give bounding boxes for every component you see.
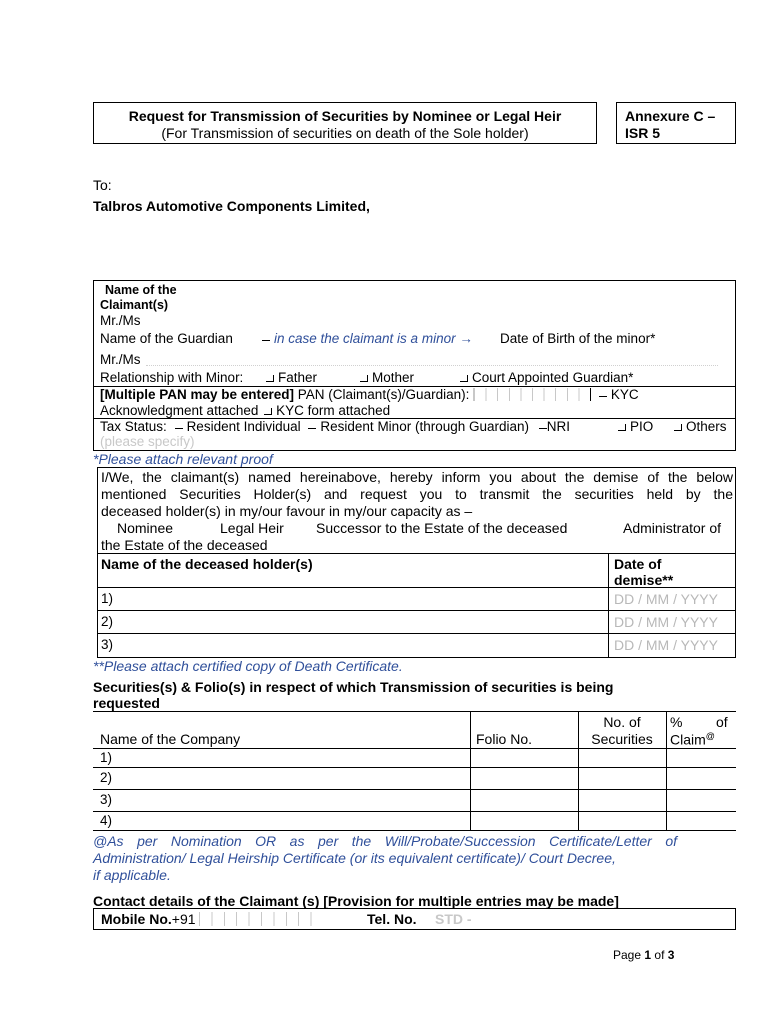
tax-pio-label: PIO — [630, 419, 654, 434]
guardian-mr-ms[interactable]: Mr./Ms — [100, 352, 141, 367]
tax-resident-label: Resident Individual — [186, 419, 301, 434]
tax-row — [100, 419, 570, 434]
opt-legal-heir[interactable]: Legal Heir — [220, 520, 284, 536]
col-pct-1: % — [670, 714, 683, 730]
dob-label[interactable]: Date of Birth of the minor* — [500, 331, 656, 346]
contact-heading: Contact details of the Claimant (s) [Provision for multiple entries may be made] — [93, 893, 619, 909]
relationship-label: Relationship with Minor: — [100, 370, 244, 385]
sec-row-1[interactable]: 1) — [100, 750, 113, 765]
claimant-mr-ms[interactable]: Mr./Ms — [100, 313, 141, 328]
rel-court-option[interactable] — [458, 370, 633, 385]
pan-input[interactable] — [473, 388, 591, 401]
page-word: Page — [613, 948, 642, 962]
company-name: Talbros Automotive Components Limited, — [93, 198, 370, 214]
sec-row1-top — [93, 748, 736, 749]
col-company: Name of the Company — [100, 731, 241, 747]
sec-col-folio — [470, 711, 471, 831]
form-title: Request for Transmission of Securities by Nominee or Legal Heir — [128, 108, 562, 124]
tax-nri-label: NRI — [546, 419, 571, 434]
tax-specify-placeholder[interactable]: (please specify) — [100, 434, 195, 449]
deceased-row3-top — [97, 633, 736, 634]
kyc-ack-label: Acknowledgment attached — [100, 403, 259, 418]
declaration-line1: I/We, the claimant(s) named hereinabove, hereby inform you about the demise of the below — [101, 469, 733, 485]
annexure-line2: ISR 5 — [625, 125, 661, 141]
col-pct-2 — [670, 731, 715, 748]
col-folio: Folio No. — [476, 731, 533, 747]
kyc-row — [100, 403, 390, 418]
deceased-row2-top — [97, 610, 736, 611]
mobile-input[interactable] — [199, 912, 323, 926]
sec-row4-top — [93, 811, 736, 812]
demise-header-1: Date of — [614, 556, 662, 572]
securities-heading-2: requested — [93, 695, 160, 711]
declaration-line3: deceased holder(s) in my/our favour in my/our capacity as – — [101, 503, 473, 519]
page-number — [613, 948, 674, 962]
sec-row3-top — [93, 789, 736, 790]
death-certificate-note: **Please attach certified copy of Death Certificate. — [93, 658, 403, 674]
tax-pio-option[interactable] — [616, 419, 653, 434]
col-pct-sup: @ — [705, 731, 715, 741]
opt-successor[interactable]: Successor to the Estate of the deceased — [316, 520, 568, 536]
demise-date-1[interactable]: DD / MM / YYYY — [614, 591, 718, 607]
rel-mother-option[interactable] — [358, 370, 414, 385]
std-field[interactable]: STD - — [435, 911, 472, 927]
kyc-form-label: KYC form attached — [276, 403, 391, 418]
sec-col-pct — [666, 711, 667, 831]
col-pct-claim: Claim — [670, 731, 706, 748]
tax-minor-label: Resident Minor (through Guardian) — [320, 419, 530, 434]
tax-others-label: Others — [686, 419, 727, 434]
guardian-name-field[interactable] — [146, 364, 718, 366]
nomination-note-2: Administration/ Legal Heirship Certificate (or its equivalent certificate)/ Court Decree, — [93, 850, 616, 866]
deceased-name-header: Name of the deceased holder(s) — [101, 556, 313, 572]
claimant-name-label-1: Name of the — [105, 283, 177, 297]
page-total: 3 — [667, 948, 675, 962]
opt-nominee[interactable]: Nominee — [117, 520, 174, 536]
tax-nri-radio[interactable] — [539, 428, 547, 429]
rel-father-option[interactable] — [264, 370, 317, 385]
guardian-bullet — [262, 340, 270, 341]
deceased-row-3[interactable]: 3) — [101, 637, 114, 652]
guardian-hint: in case the claimant is a minor → — [274, 331, 473, 346]
sec-row-3[interactable]: 3) — [100, 792, 113, 807]
pan-row — [100, 387, 639, 402]
mobile-label: Mobile No. — [101, 911, 172, 927]
kyc-label: KYC — [610, 387, 639, 402]
tax-resident-radio[interactable] — [175, 428, 183, 429]
declaration-line5: the Estate of the deceased — [101, 537, 268, 553]
of-word: of — [654, 948, 665, 962]
page-current: 1 — [644, 948, 652, 962]
to-label: To: — [93, 177, 112, 193]
col-no-1: No. of — [603, 714, 641, 730]
proof-note: *Please attach relevant proof — [93, 451, 273, 467]
pan-label: PAN (Claimant(s)/Guardian): — [297, 387, 470, 402]
sec-row-2[interactable]: 2) — [100, 770, 113, 785]
kyc-form-checkbox[interactable] — [264, 408, 272, 415]
form-subtitle: (For Transmission of securities on death of the Sole holder) — [161, 125, 529, 141]
mobile-prefix: +91 — [171, 911, 196, 927]
tax-minor-radio[interactable] — [308, 428, 316, 429]
nomination-note-3: if applicable. — [93, 867, 171, 883]
others-checkbox[interactable] — [674, 424, 682, 431]
father-checkbox[interactable] — [266, 375, 274, 382]
pan-note: [Multiple PAN may be entered] — [100, 387, 295, 402]
nomination-note-1: @As per Nomination OR as per the Will/Probate/Succession Certificate/Letter of — [93, 833, 677, 849]
mobile-row — [101, 911, 323, 927]
declaration-line2: mentioned Securities Holder(s) and request you to transmit the securities held by the — [101, 486, 733, 502]
sec-bottom — [93, 830, 736, 831]
relationship-row — [100, 370, 243, 385]
col-no-2: Securities — [591, 731, 653, 747]
sec-row2-top — [93, 767, 736, 768]
tel-label: Tel. No. — [367, 911, 417, 927]
rel-court-label: Court Appointed Guardian* — [472, 370, 634, 385]
annexure-line1: Annexure C – — [625, 108, 716, 124]
deceased-header-top — [97, 553, 736, 554]
kyc-bullet[interactable] — [599, 396, 607, 397]
tax-label: Tax Status: — [100, 419, 167, 434]
deceased-row-2[interactable]: 2) — [101, 614, 114, 629]
opt-administrator[interactable]: Administrator of — [623, 520, 722, 536]
deceased-row-1[interactable]: 1) — [101, 591, 114, 606]
tax-others-option[interactable] — [672, 419, 727, 434]
guardian-row — [258, 331, 473, 346]
col-pct-of: of — [716, 714, 728, 730]
mother-checkbox[interactable] — [360, 375, 368, 382]
guardian-label: Name of the Guardian — [100, 331, 233, 346]
rel-father-label: Father — [278, 370, 318, 385]
pio-checkbox[interactable] — [618, 424, 626, 431]
securities-heading-1: Securities(s) & Folio(s) in respect of which Transmission of securities is being — [93, 679, 614, 695]
demise-date-3[interactable]: DD / MM / YYYY — [614, 637, 718, 653]
sec-row-4[interactable]: 4) — [100, 813, 113, 828]
deceased-col-divider — [608, 553, 609, 658]
demise-header-2: demise** — [614, 572, 674, 588]
sec-top — [93, 711, 736, 712]
demise-date-2[interactable]: DD / MM / YYYY — [614, 614, 718, 630]
claimant-name-label-2: Claimant(s) — [100, 298, 169, 312]
court-checkbox[interactable] — [460, 375, 468, 382]
rel-mother-label: Mother — [372, 370, 415, 385]
